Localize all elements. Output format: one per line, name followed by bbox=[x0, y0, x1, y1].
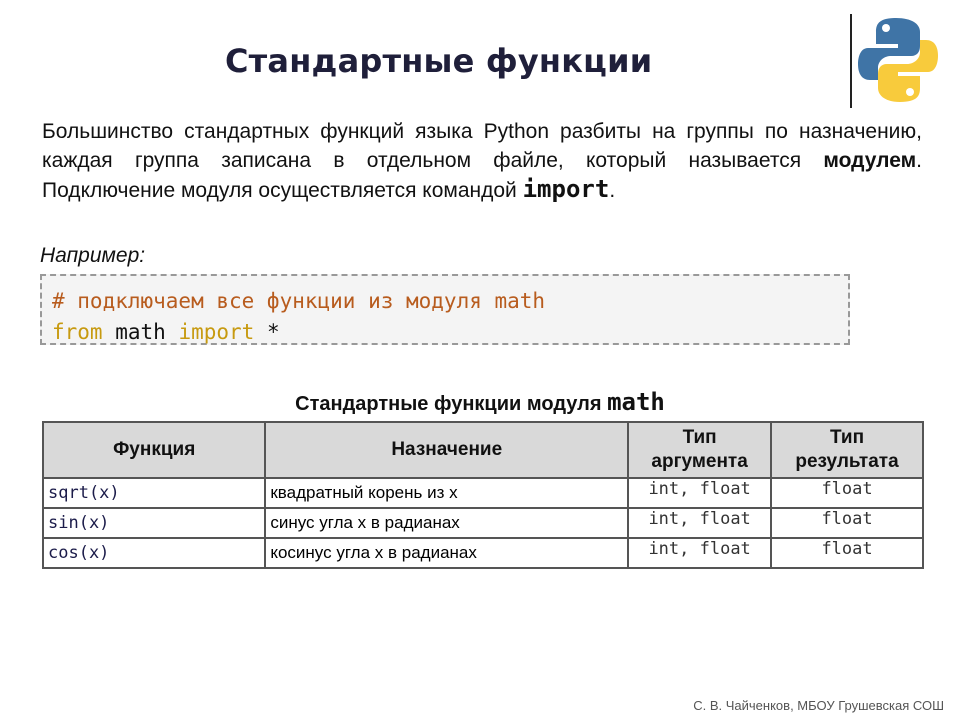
cell-arg-type: int, float bbox=[628, 538, 771, 568]
python-logo-icon bbox=[856, 14, 938, 106]
header-result-type-text: Тип результата bbox=[795, 427, 899, 472]
table-caption-module: math bbox=[607, 388, 665, 416]
code-from-keyword: from bbox=[52, 320, 103, 344]
intro-text-2: . Подключение модуля осуществляется командой bbox=[42, 149, 922, 202]
cell-result-type: float bbox=[771, 538, 923, 568]
math-functions-table bbox=[42, 421, 924, 569]
table-row bbox=[43, 538, 923, 568]
code-import-line bbox=[52, 317, 848, 348]
cell-function: sqrt(x) bbox=[43, 478, 265, 508]
slide-title: Стандартные функции bbox=[225, 42, 653, 80]
cell-function: sin(x) bbox=[43, 508, 265, 538]
footer-author: С. В. Чайченков, МБОУ Грушевская СОШ bbox=[693, 698, 944, 713]
cell-arg-type: int, float bbox=[628, 478, 771, 508]
example-label: Например: bbox=[40, 244, 146, 267]
code-star: * bbox=[254, 320, 280, 344]
table-header-row bbox=[43, 422, 923, 478]
code-module-name: math bbox=[102, 320, 179, 344]
cell-result-type: float bbox=[771, 478, 923, 508]
table-caption-text: Стандартные функции модуля bbox=[295, 393, 608, 415]
title-divider bbox=[850, 14, 852, 108]
header-arg-type bbox=[628, 422, 771, 478]
header-purpose: Назначение bbox=[265, 422, 628, 478]
cell-result-type: float bbox=[771, 508, 923, 538]
code-comment-line: # подключаем все функции из модуля math bbox=[52, 289, 546, 313]
import-keyword: import bbox=[522, 175, 610, 203]
intro-text-3: . bbox=[609, 179, 616, 202]
cell-purpose: квадратный корень из x bbox=[265, 478, 628, 508]
cell-function: cos(x) bbox=[43, 538, 265, 568]
cell-arg-type: int, float bbox=[628, 508, 771, 538]
table-row bbox=[43, 508, 923, 538]
cell-purpose: синус угла x в радианах bbox=[265, 508, 628, 538]
code-import-keyword: import bbox=[178, 320, 255, 344]
intro-text-1: Большинство стандартных функций языка Python разбиты на группы по назначению, каждая группа записана в отдельном файле, который называется bbox=[42, 120, 922, 172]
header-result-type bbox=[771, 422, 923, 478]
module-term: модулем bbox=[823, 149, 917, 172]
header-function: Функция bbox=[43, 422, 265, 478]
code-example bbox=[40, 274, 850, 345]
intro-paragraph bbox=[42, 117, 922, 205]
table-row bbox=[43, 478, 923, 508]
header-arg-type-text: Тип аргумента bbox=[651, 427, 748, 472]
table-caption bbox=[0, 388, 960, 416]
cell-purpose: косинус угла x в радианах bbox=[265, 538, 628, 568]
